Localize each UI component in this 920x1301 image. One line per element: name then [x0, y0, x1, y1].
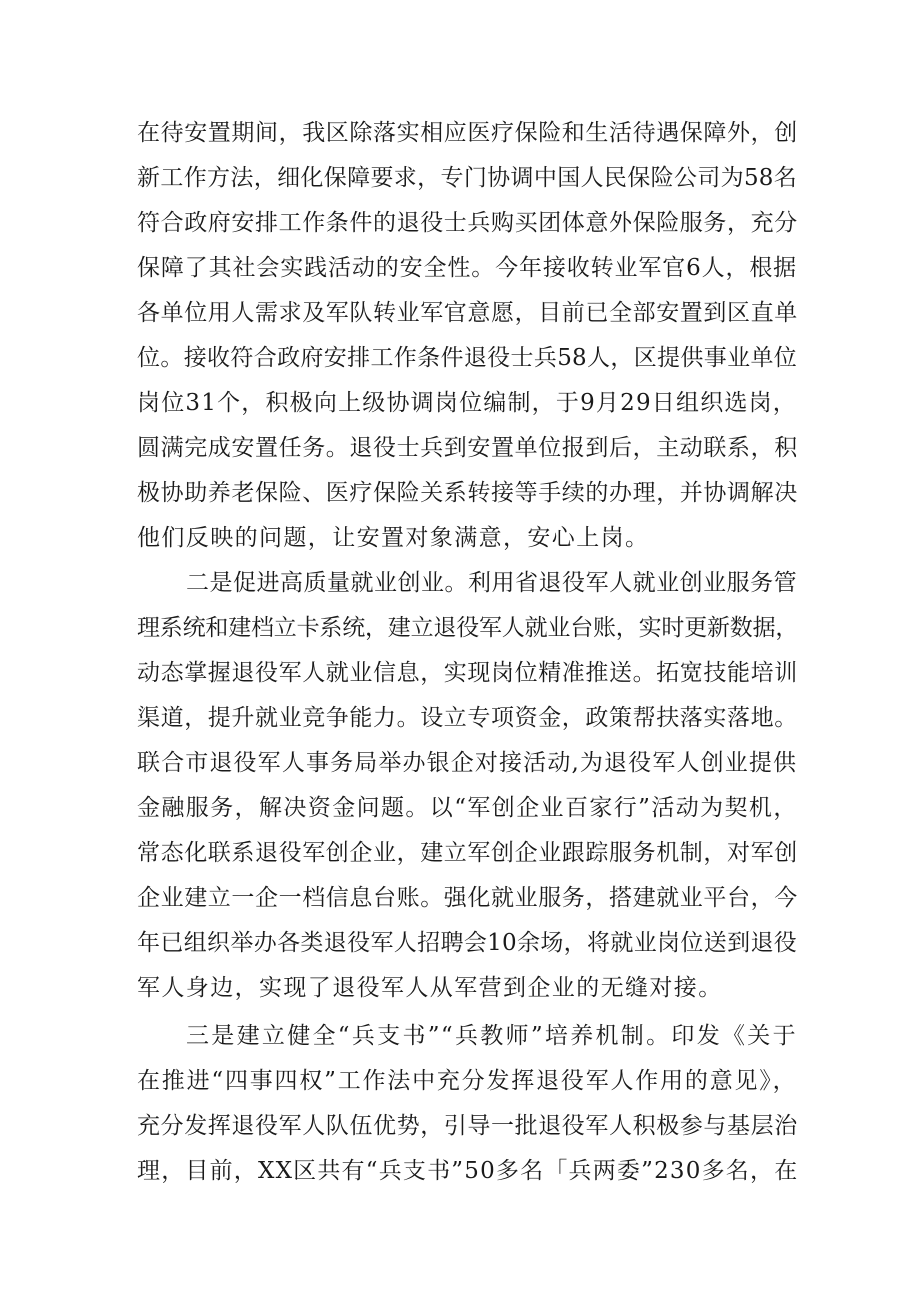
text-line: 各单位用人需求及军队转业军官意愿，目前已全部安置到区直单	[137, 300, 798, 326]
text-line: 联合市退役军人事务局举办银企对接活动,为退役军人创业提供	[137, 750, 797, 776]
text-line: 理，目前，XX区共有“兵支书”50多名「兵两委”230多名，在	[137, 1158, 799, 1184]
text-line: 理系统和建档立卡系统，建立退役军人就业台账，实时更新数据，	[137, 615, 799, 641]
text-line: 新工作方法，细化保障要求，专门协调中国人民保险公司为58名	[137, 165, 797, 191]
text-line: 符合政府安排工作条件的退役士兵购买团体意外保险服务，充分	[137, 210, 798, 236]
text-line: 在推进“四事四权”工作法中充分发挥退役军人作用的意见》，	[137, 1068, 797, 1094]
text-line: 三是建立健全“兵支书”“兵教师”培养机制。印发《关于	[186, 1023, 797, 1049]
text-line: 保障了其社会实践活动的安全性。今年接收转业军官6人，根据	[137, 255, 797, 281]
text-line: 渠道，提升就业竞争能力。设立专项资金，政策帮扶落实落地。	[137, 705, 798, 731]
text-line: 年已组织举办各类退役军人招聘会10余场，将就业岗位送到退役	[137, 930, 797, 956]
text-line: 军人身边，实现了退役军人从军营到企业的无缝对接。	[137, 975, 723, 1001]
text-line: 岗位31个，积极向上级协调岗位编制，于9月29日组织选岗，	[137, 390, 797, 416]
text-line: 企业建立一企一档信息台账。强化就业服务，搭建就业平台，今	[137, 885, 798, 911]
text-line: 充分发挥退役军人队伍优势，引导一批退役军人积极参与基层治	[137, 1113, 798, 1139]
text-line: 他们反映的问题，让安置对象满意，安心上岗。	[137, 525, 650, 551]
text-line: 动态掌握退役军人就业信息，实现岗位精准推送。拓宽技能培训	[137, 660, 798, 686]
text-line: 二是促进高质量就业创业。利用省退役军人就业创业服务管	[186, 570, 797, 596]
text-line: 位。接收符合政府安排工作条件退役士兵58人，区提供事业单位	[137, 345, 797, 371]
text-line: 圆满完成安置任务。退役士兵到安置单位报到后，主动联系，积	[137, 435, 798, 461]
text-line: 极协助养老保险、医疗保险关系转接等手续的办理，并协调解决	[137, 480, 798, 506]
text-line: 在待安置期间，我区除落实相应医疗保险和生活待遇保障外，创	[137, 120, 798, 146]
text-line: 常态化联系退役军创企业，建立军创企业跟踪服务机制，对军创	[137, 840, 798, 866]
text-line: 金融服务，解决资金问题。以“军创企业百家行”活动为契机，	[137, 795, 798, 821]
